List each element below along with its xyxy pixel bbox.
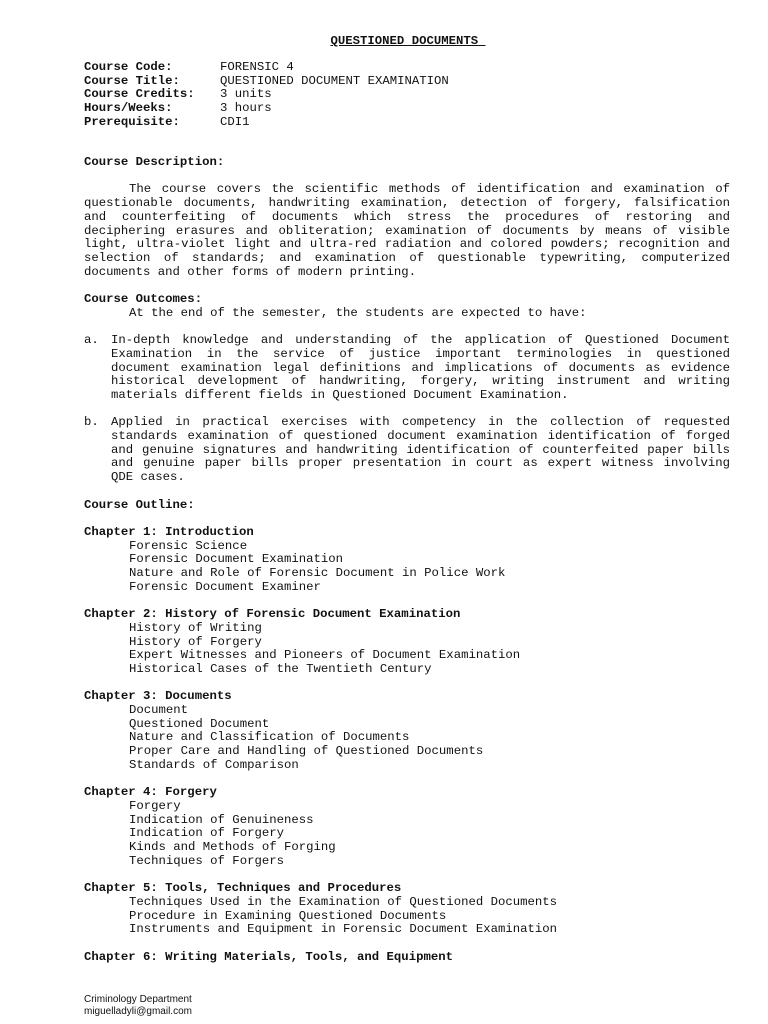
chapter-1 [84, 526, 730, 595]
chapter-topic: Questioned Document [129, 716, 270, 731]
chapter-topic: Instruments and Equipment in Forensic Document Examination [129, 922, 558, 937]
course-description-heading: Course Description: [84, 155, 225, 169]
chapter-topic: Techniques of Forgers [129, 853, 284, 868]
chapter-topic: Nature and Role of Forensic Document in Police Work [129, 566, 506, 580]
outcome-text: Applied in practical exercises with competency in the collection of requested standards examination of questioned document examination identification of forged and genuine signatures and handwriting identification of counterfeited paper bills and genuine paper bills proper presentation in court as expert witness involving QDE cases. [111, 415, 730, 485]
document-title [0, 35, 768, 49]
course-code-label: Course Code: [84, 60, 173, 74]
prerequisite-value: CDI1 [220, 114, 250, 129]
course-credits-row [84, 88, 449, 102]
footer-email: miguelladyli@gmail.com [84, 1006, 192, 1017]
chapter-topic: Proper Care and Handling of Questioned Documents [129, 744, 484, 759]
document-title-text: QUESTIONED DOCUMENTS [330, 34, 486, 48]
outcome-marker: b. [84, 415, 99, 430]
footer-department: Criminology Department [84, 994, 192, 1005]
chapter-topic: Forgery [129, 798, 181, 813]
outcome-marker: a. [84, 333, 99, 348]
outcome-text: In-depth knowledge and understanding of the application of Questioned Document Examination in the service of justice important terminologies in questioned document examination legal definitions and implications of documents as evidence historical development of handwriting, forgery, writing instrument and writing materials different fields in Questioned Document Examination. [111, 333, 730, 402]
outcome-item [84, 416, 730, 485]
chapter-topic: Forensic Document Examiner [129, 579, 321, 594]
hours-weeks-row [84, 102, 449, 116]
chapter-topic: Forensic Science [129, 538, 248, 553]
course-outcomes-intro: At the end of the semester, the students are expected to have: [129, 305, 587, 320]
page-footer [84, 994, 192, 1018]
chapter-title: Chapter 5: Tools, Techniques and Procedures [84, 881, 402, 896]
prerequisite-row [84, 116, 449, 130]
course-outline-section [84, 499, 730, 965]
course-code-value: FORENSIC 4 [220, 60, 294, 74]
document-body [84, 156, 730, 964]
hours-weeks-label: Hours/Weeks: [84, 101, 173, 116]
chapter-list [84, 526, 730, 964]
chapter-6 [84, 951, 730, 965]
chapter-topic: Forensic Document Examination [129, 552, 344, 567]
course-title-label: Course Title: [84, 73, 180, 88]
chapter-3 [84, 690, 730, 772]
course-code-row [84, 61, 449, 75]
course-outline-heading: Course Outline: [84, 497, 195, 512]
chapter-topic: Indication of Forgery [129, 826, 284, 841]
chapter-topic: Document [129, 703, 189, 717]
chapter-4 [84, 786, 730, 868]
course-title-value: QUESTIONED DOCUMENT EXAMINATION [220, 73, 449, 88]
course-description-section [84, 156, 730, 279]
chapter-title: Chapter 3: Documents [84, 689, 232, 704]
outcome-item [84, 334, 730, 403]
chapter-topic: Kinds and Methods of Forging [129, 840, 336, 855]
course-info-block [84, 61, 449, 130]
course-credits-value: 3 units [220, 87, 272, 102]
chapter-5 [84, 882, 730, 937]
course-outcomes-heading: Course Outcomes: [84, 292, 203, 306]
chapter-topic: Standards of Comparison [129, 757, 299, 772]
chapter-topic: Techniques Used in the Examination of Questioned Documents [129, 894, 558, 909]
chapter-topic: Procedure in Examining Questioned Documents [129, 908, 447, 923]
course-title-row [84, 75, 449, 89]
chapter-title: Chapter 6: Writing Materials, Tools, and Equipment [84, 949, 453, 964]
chapter-2 [84, 608, 730, 677]
course-credits-label: Course Credits: [84, 87, 195, 102]
chapter-title: Chapter 1: Introduction [84, 524, 254, 539]
chapter-topic: History of Forgery [129, 634, 262, 649]
chapter-topic: Indication of Genuineness [129, 812, 314, 827]
prerequisite-label: Prerequisite: [84, 114, 180, 129]
hours-weeks-value: 3 hours [220, 101, 272, 116]
chapter-topic: Historical Cases of the Twentieth Century [129, 661, 432, 676]
chapter-title: Chapter 2: History of Forensic Document Examination [84, 607, 461, 622]
chapter-topic: History of Writing [129, 620, 262, 635]
chapter-title: Chapter 4: Forgery [84, 785, 217, 800]
course-description-text: The course covers the scientific methods of identification and examination of questionable documents, handwriting examination, detection of forgery, falsification and counterfeiting of documents which stress the procedures of restoring and deciphering erasures and obliteration; examination of documents by means of visible light, ultra-violet light and ultra-red radiation and colored powders; recognition and selection of standards; and examination of questionable typewriting, computerized documents and other forms of modern printing. [84, 182, 730, 279]
chapter-topic: Expert Witnesses and Pioneers of Document Examination [129, 648, 521, 663]
chapter-topic: Nature and Classification of Documents [129, 730, 410, 745]
course-outcomes-section [84, 293, 730, 485]
